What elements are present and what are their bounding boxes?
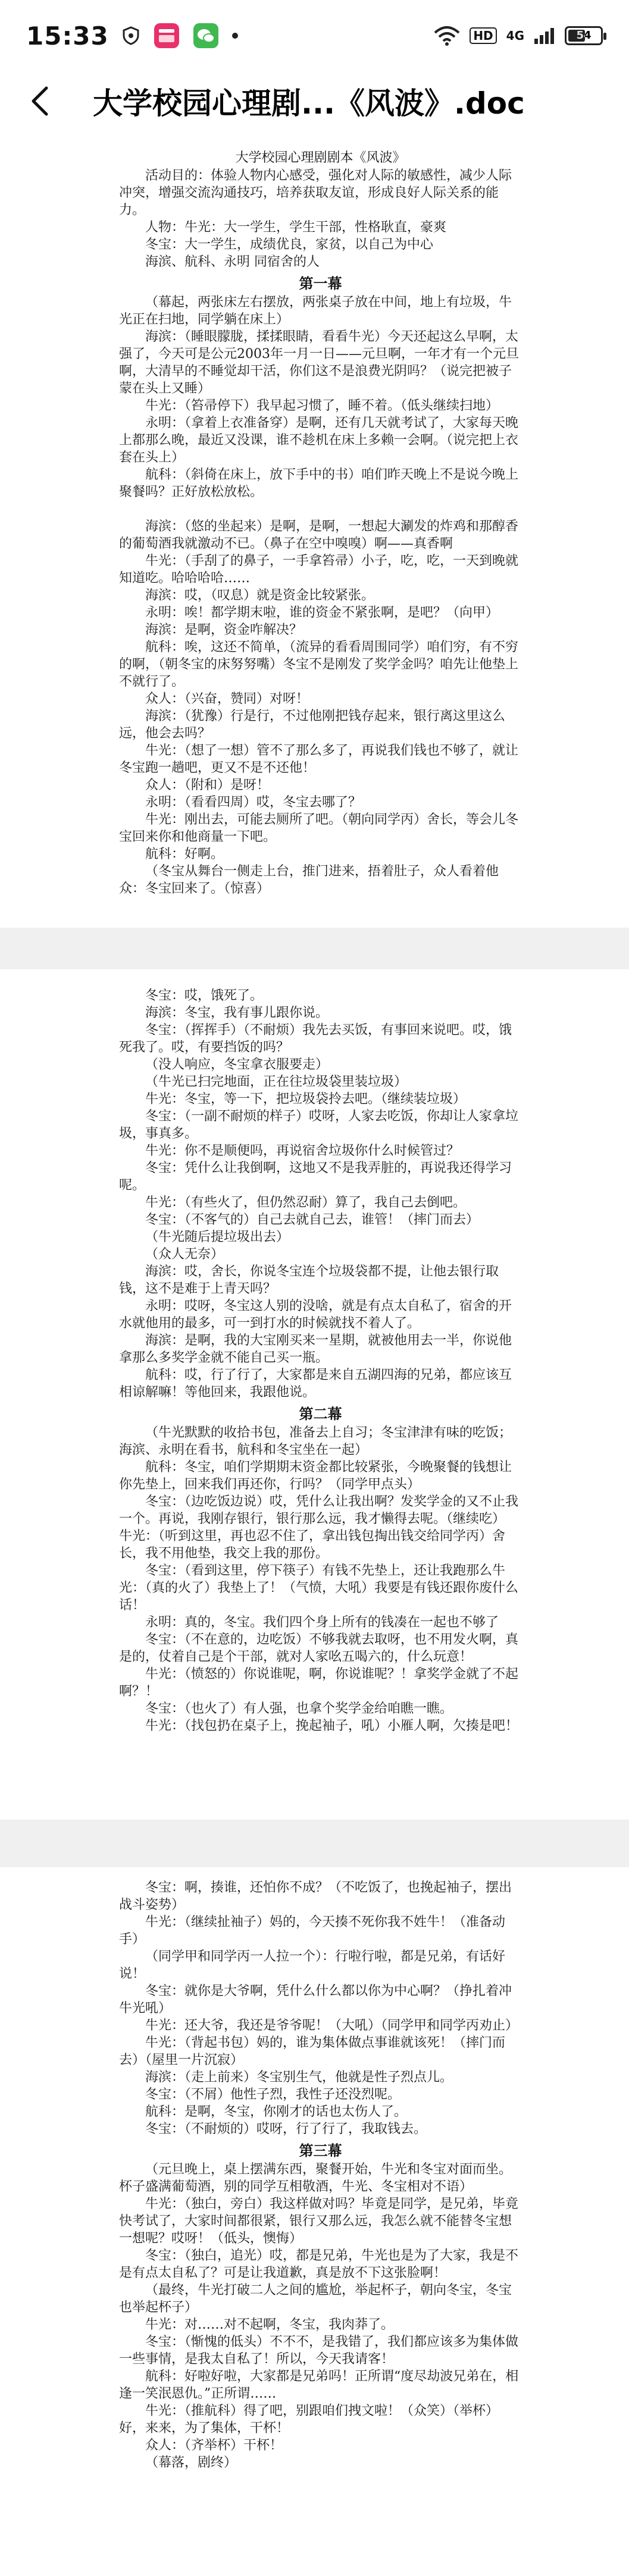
- paragraph: 冬宝：（也火了）有人强，也拿个奖学金给咱瞧一瞧。: [145, 1701, 453, 1716]
- paragraph: （幕落，剧终）: [145, 2455, 237, 2470]
- paragraph: 牛光：刚出去，可能去厕所了吧。（朝向同学丙）舍长，等会儿冬宝回来你和他商量一下吧。: [119, 812, 519, 844]
- paragraph: 航科：是啊，冬宝，你刚才的话也太伤人了。: [145, 2104, 408, 2119]
- status-bar: [0, 0, 629, 71]
- section-heading: 第一幕: [299, 275, 342, 292]
- app-notification-icon: [153, 22, 180, 49]
- page-separator: [0, 928, 629, 969]
- paragraph: （牛光已扫完地面，正在往垃圾袋里装垃圾）: [145, 1075, 408, 1089]
- paragraph: （冬宝从舞台一侧走上台，推门进来，捂着肚子，众人看着他众：冬宝回来了。（惊喜）: [119, 864, 499, 896]
- paragraph: 冬宝：大一学生，成绩优良，家贫，以自己为中心: [145, 237, 434, 252]
- paragraph: 海滨：冬宝，我有事儿跟你说。: [145, 1006, 329, 1020]
- paragraph: 人物：牛光：大一学生，学生干部，性格耿直，豪爽: [145, 220, 447, 235]
- paragraph: 众人：（兴奋，赞同）对呀！: [145, 692, 309, 706]
- paragraph: 海滨：（走上前来）冬宝别生气，他就是性子烈点儿。: [145, 2070, 453, 2085]
- paragraph: 牛光：你不是顺便吗，再说宿舍垃圾你什么时候管过？: [145, 1144, 460, 1158]
- paragraph: 牛光：（继续扯袖子）妈的，今天揍不死你我不姓牛！（准备动手）: [119, 1915, 506, 1947]
- paragraph: （没人响应，冬宝拿衣服要走）: [145, 1057, 329, 1072]
- paragraph: 航科：好啦好啦，大家都是兄弟吗！正所谓“度尽劫波兄弟在，相逢一笑泯恩仇。”正所谓……: [119, 2369, 519, 2401]
- document-page-1: [0, 143, 629, 928]
- blank-line: [119, 501, 522, 518]
- wechat-icon: [192, 22, 220, 49]
- paragraph: 牛光：（背起书包）妈的，谁为集体做点事谁就该死！（摔门而去）（屋里一片沉寂）: [119, 2035, 506, 2068]
- paragraph: 冬宝：啊，揍谁，还怕你不成？（不吃饭了，也挽起袖子，摆出战斗姿势）: [119, 1880, 512, 1912]
- paragraph: 航科：（斜倚在床上，放下手中的书）咱们昨天晚上不是说今晚上聚餐吗？正好放松放松。: [119, 467, 519, 500]
- paragraph: 海滨：（睡眼朦胧，揉揉眼睛，看看牛光）今天还起这么早啊，太强了，今天可是公元2003年一月一日——元旦啊，一年才有一个元旦啊，大清早的不睡觉却干活，你们这不是浪费光阴吗？（说完把被子蒙在头上又睡）: [119, 329, 519, 396]
- paragraph: 永明：（看看四周）哎，冬宝去哪了？: [145, 795, 362, 810]
- battery-indicator: [565, 26, 603, 45]
- dot-icon: [231, 32, 239, 39]
- paragraph: 海滨：哎，舍长，你说冬宝连个垃圾袋都不提，让他去银行取钱，这不是难于上青天吗？: [119, 1264, 499, 1296]
- paragraph: 活动目的：体验人物内心感受，强化对人际的敏感性，减少人际冲突，增强交流沟通技巧，培养获取友谊，形成良好人际关系的能力。: [119, 168, 512, 218]
- document-page-3: [0, 1867, 629, 2576]
- paragraph: 航科：冬宝，咱们学期期末资金都比较紧张，今晚聚餐的钱想让你先垫上，回来我们再还你，行吗？（同学甲点头）: [119, 1460, 512, 1492]
- paragraph: 航科：唉，这还不简单，（流异的看看周围同学）咱们穷，有不穷的啊，（朝冬宝的床努努嘴）冬宝不是刚发了奖学金吗？咱先让他垫上不就行了。: [119, 640, 519, 689]
- shield-icon: [121, 26, 141, 46]
- paragraph: （元旦晚上，桌上摆满东西，聚餐开始，牛光和冬宝对面而坐。杯子盛满葡萄酒，别的同学互相敬酒，牛光、冬宝相对不语）: [119, 2162, 512, 2194]
- paragraph: （最终，牛光打破二人之间的尴尬，举起杯子，朝向冬宝，冬宝也举起杯子）: [119, 2283, 512, 2315]
- paragraph: 永明：真的，冬宝。我们四个身上所有的钱凑在一起也不够了: [145, 1615, 499, 1630]
- paragraph: （同学甲和同学丙一人拉一个）：行啦行啦，都是兄弟，有话好说！: [119, 1949, 506, 1981]
- paragraph: 航科：哎，行了行了，大家都是来自五湖四海的兄弟，都应该互相谅解嘛！等他回来，我跟他说。: [119, 1368, 512, 1400]
- paragraph: 永明：（拿着上衣准备穿）是啊，还有几天就考试了，大家每天晚上都那么晚，最近又没课，谁不趁机在床上多赖一会啊。（说完把上衣套在头上）: [119, 416, 519, 465]
- paragraph: 冬宝：（不屑）他性子烈，我性子还没烈呢。: [145, 2087, 401, 2102]
- document-heading: 大学校园心理剧剧本《风波》: [235, 150, 406, 165]
- document-title: 大学校园心理剧...《风波》.doc: [93, 86, 525, 121]
- battery-percent: 54: [576, 29, 592, 42]
- paragraph: （幕起，两张床左右摆放，两张桌子放在中间，地上有垃圾，牛光正在扫地，同学躺在床上）: [119, 295, 512, 327]
- paragraph: 冬宝：（一副不耐烦的样子）哎呀，人家去吃饭，你却让人家拿垃圾，事真多。: [119, 1109, 519, 1141]
- signal-label: 4G: [506, 29, 524, 43]
- status-time: 15:33: [26, 21, 109, 51]
- paragraph: 众人：（附和）是呀！: [145, 778, 270, 793]
- section-heading: 第三幕: [299, 2142, 342, 2159]
- chevron-left-icon[interactable]: [24, 83, 60, 119]
- hd-badge: HD: [470, 27, 496, 44]
- paragraph: 牛光：（找包扔在桌子上，挽起袖子，吼）小雁人啊，欠揍是吧！: [145, 1719, 519, 1733]
- paragraph: 海滨、航科、永明 同宿舍的人: [145, 255, 320, 269]
- paragraph: 冬宝：哎，饿死了。: [145, 988, 264, 1003]
- paragraph: 冬宝：就你是大爷啊，凭什么什么都以你为中心啊？（挣扎着冲牛光吼）: [119, 1984, 512, 2016]
- paragraph: 海滨：（悠的坐起来）是啊，是啊，一想起大涮发的炸鸡和那醇香的葡萄酒我就激动不已。（鼻子在空中嗅嗅）啊——真香啊: [119, 519, 519, 551]
- paragraph: 冬宝：（独白，追光）哎，都是兄弟，牛光也是为了大家，我是不是有点太自私了？可是让我道歉，真是放不下这张脸啊！: [119, 2248, 519, 2280]
- paragraph: 牛光：（独白，旁白）我这样做对吗？毕竟是同学，是兄弟，毕竟快考试了，大家时间都很紧，银行又那么远，我怎么就不能替冬宝想一想呢？哎呀！（低头，懊悔）: [119, 2197, 519, 2246]
- section-heading: 第二幕: [299, 1405, 342, 1422]
- paragraph: 海滨：是啊，我的大宝刚买来一星期，就被他用去一半，你说他拿那么多奖学金就不能自己买一瓶。: [119, 1333, 512, 1365]
- paragraph: 冬宝：（边吃饭边说）哎，凭什么让我出啊？发奖学金的又不止我一个。再说，我刚存银行，银行那么远，我才懒得去呢。（继续吃） 牛光：（听到这里，再也忍不住了，拿出钱包掏出钱交给同学丙）舍长，我不用他垫，我交上我的那份。: [119, 1494, 519, 1561]
- paragraph: 航科：好啊。: [145, 847, 224, 862]
- paragraph: 牛光：（推航科）得了吧，别跟咱们拽文啦！（众笑）（举杯）好，来来，为了集体，干杯！: [119, 2404, 499, 2436]
- paragraph: 牛光：（手刮了的鼻子，一手拿笞帚）小子，吃，吃，一天到晚就知道吃。哈哈哈哈……: [119, 554, 519, 586]
- paragraph: 冬宝：（惭愧的低头）不不不，是我错了，我们都应该多为集体做一些事情，是我太自私了！所以，今天我请客！: [119, 2335, 519, 2367]
- paragraph: 海滨：（犹豫）行是行，不过他刚把钱存起来，银行离这里这么远，他会去吗？: [119, 709, 506, 741]
- signal-bars-icon: [534, 27, 555, 45]
- paragraph: （众人无奈）: [145, 1247, 224, 1262]
- paragraph: 冬宝：（不在意的，边吃饭）不够我就去取呀，也不用发火啊，真是的，仗着自己是个干部，就对人家吆五喝六的，什么玩意！: [119, 1632, 519, 1664]
- paragraph: 冬宝：（不耐烦的）哎呀，行了行了，我取钱去。: [145, 2122, 427, 2137]
- paragraph: 牛光：（愤怒的）你说谁呢，啊，你说谁呢？！拿奖学金就了不起啊？！: [119, 1667, 519, 1699]
- paragraph: 牛光：还大爷，我还是爷爷呢！（大吼）（同学甲和同学丙劝止）: [145, 2018, 519, 2033]
- paragraph: 牛光：（笞帚停下）我早起习惯了，睡不着。（低头继续扫地）: [145, 398, 499, 413]
- paragraph: 牛光：（想了一想）管不了那么多了，再说我们钱也不够了，就让冬宝跑一趟吧，更又不是不还他！: [119, 743, 519, 775]
- paragraph: 牛光：对……对不起啊，冬宝，我肉莽了。: [145, 2317, 395, 2332]
- paragraph: 海滨：是啊，资金咋解决？: [145, 623, 303, 637]
- paragraph: 永明：哎呀，冬宝这人别的没啥，就是有点太自私了，宿舍的开水就他用的最多，可一到打水的时候就找不着人了。: [119, 1299, 512, 1331]
- paragraph: 牛光：冬宝，等一下，把垃圾袋拎去吧。（继续装垃圾）: [145, 1092, 467, 1107]
- paragraph: 众人：（齐举杯）干杯！: [145, 2438, 283, 2453]
- paragraph: 海滨：哎，（叹息）就是资金比较紧张。: [145, 588, 375, 603]
- paragraph: 牛光：（有些火了，但仍然忍耐）算了，我自己去倒吧。: [145, 1195, 467, 1210]
- paragraph: 冬宝：凭什么让我倒啊，这地又不是我弄脏的，再说我还得学习呢。: [119, 1161, 512, 1193]
- document-title-bar: [0, 71, 629, 131]
- paragraph: 冬宝：（看到这里，停下筷子）有钱不先垫上，还让我跑那么牛光：（真的火了）我垫上了！（气愤，大吼）我要是有钱还跟你废什么话！: [119, 1563, 519, 1613]
- paragraph: 冬宝：（不客气的）自己去就自己去，谁管！（摔门而去）: [145, 1212, 480, 1227]
- paragraph: （牛光随后提垃圾出去）: [145, 1230, 290, 1245]
- page-separator: [0, 1820, 629, 1867]
- paragraph: （牛光默默的收拾书包，准备去上自习；冬宝津津有味的吃饭；海滨、永明在看书，航科和冬宝坐在一起）: [119, 1425, 512, 1457]
- paragraph: 永明：唉！都学期末啦，谁的资金不紧张啊，是吧？（向甲）: [145, 605, 499, 620]
- paragraph: 冬宝：（挥挥手）（不耐烦）我先去买饭，有事回来说吧。哎，饿死我了。哎，有要挡饭的吗？: [119, 1023, 512, 1055]
- wifi-icon: [434, 26, 460, 46]
- document-page-2: [0, 969, 629, 1820]
